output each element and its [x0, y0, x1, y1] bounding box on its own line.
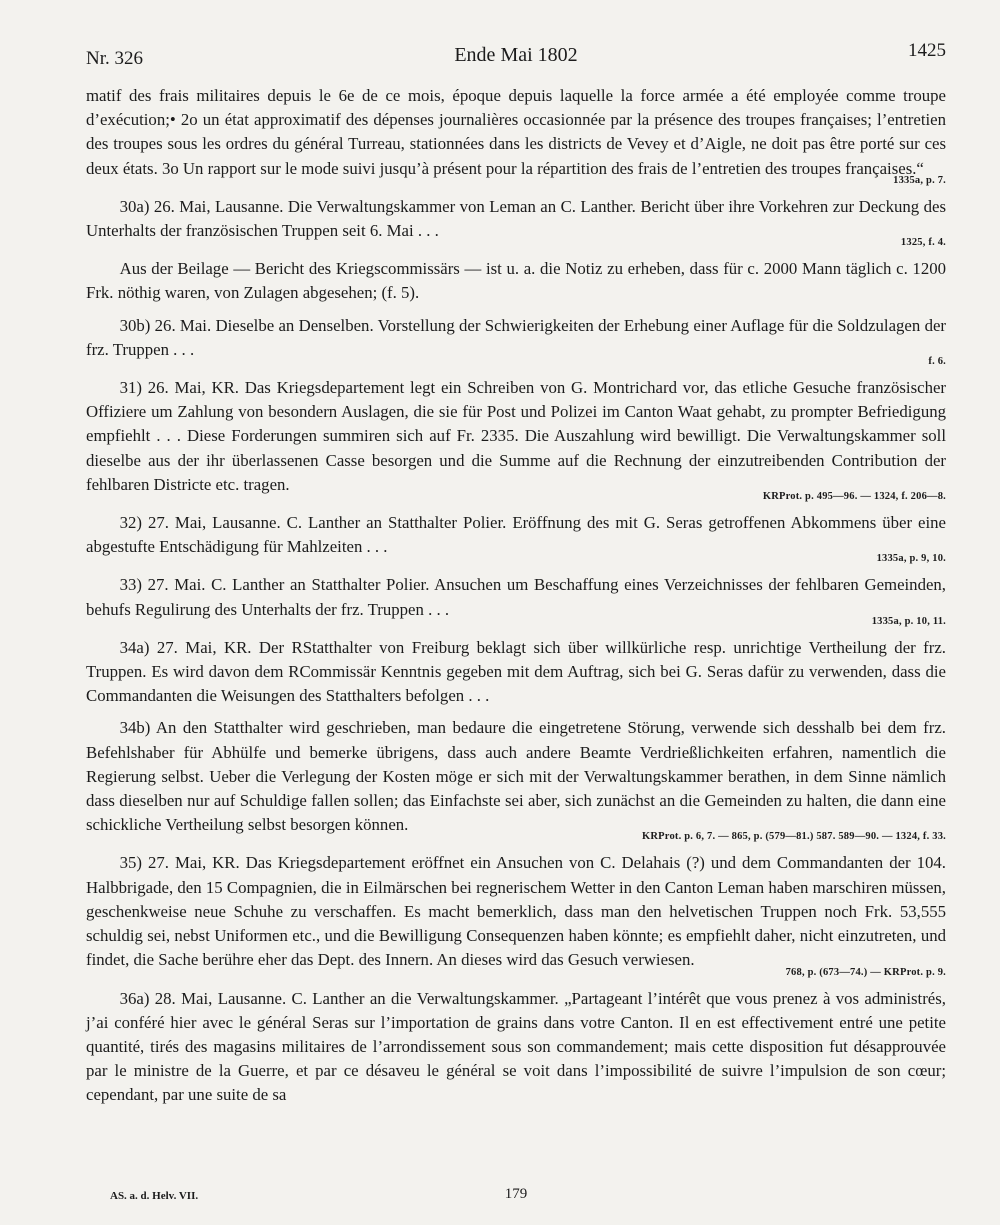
entry-text: 33) 27. Mai. C. Lanther an Statthalter Polier. Ansuchen um Beschaffung eines Verzeichnisses der fehlbaren Gemeinden, behufs Regulirung des Unterhalts der frz. Truppen . . . — [86, 575, 946, 619]
entry-30b — [86, 314, 946, 368]
entry-text: 30a) 26. Mai, Lausanne. Die Verwaltungskammer von Leman an C. Lanther. Bericht über ihre Vorkehren zur Deckung des Unterhalts der französischen Truppen seit 6. Mai . . . — [86, 196, 946, 241]
entry-reference: KRProt. p. 6, 7. — 865, p. (579—81.) 587. 589—90. — 1324, f. 33. — [642, 831, 946, 843]
header-date: Ende Mai 1802 — [454, 44, 578, 66]
entry-text: 35) 27. Mai, KR. Das Kriegsdepartement eröffnet ein Ansuchen von C. Delahais (?) und dem Commandanten der 104. Halbbrigade, den 15 Compagnien, die in Eilmärschen bei regnerischem Wetter in den Canton Leman haben marschiren müssen, geschenkweise neue Schuhe zu verschaffen. Es macht bemerklich, dass man den helvetischen Truppen noch Frk. 53,555 schuldig sei, nebst Uniformen etc., und die Bewilligung Consequenzen haben könnte; es empfiehlt daher, nicht einzutreten, und findet, die Sache berühre eher das Dept. des Innern. An dieses wird das Gesuch verwiesen. — [86, 853, 946, 970]
entry-reference: 1325, f. 4. — [900, 237, 946, 249]
entry-35 — [86, 851, 946, 978]
entry-reference: 1335a, p. 9, 10. — [876, 553, 946, 565]
entry-text: matif des frais militaires depuis le 6e de ce mois, époque depuis laquelle la force armée a été employée comme troupe d’exécution;• 2o un état approximatif des dépenses journalières occasionnée par la présence des troupes françaises; l’entretien des troupes sous les ordres du général Turreau, stationnées dans les districts de Vevey et d’Aigle, ne doit pas être porté sur ces deux états. 3o Un rapport sur le mode suivi jusqu’à présent pour la répartition des frais de l’entretien des troupes françaises.“ — [86, 86, 946, 178]
footer-page-number: 179 — [504, 1186, 528, 1202]
entry-reference: f. 6. — [928, 356, 946, 368]
entry-36a — [86, 987, 946, 1108]
entry-reference: 768, p. (673—74.) — KRProt. p. 9. — [785, 966, 946, 978]
entry-reference: 1335a, p. 7. — [893, 174, 946, 186]
document-number: Nr. 326 — [86, 48, 143, 69]
entry-continuation — [86, 84, 946, 187]
entry-text: 36a) 28. Mai, Lausanne. C. Lanther an die Verwaltungskammer. „Partageant l’intérêt que vous prenez à vos administrés, j’ai conféré hier avec le général Seras sur l’importation de grains dans votre Canton. Il en est effectivement entré une petite quantité, tirés des magasins militaires de l’arrondissement sous son commandement; mais cette disposition fut désapprouvée par le ministre de la Guerre, et par ce désaveu le général se voit dans l’impossibilité de suivre l’impulsion de son cœur; cependant, par une suite de sa — [86, 988, 946, 1105]
document-body — [86, 84, 946, 1108]
printer-signature: AS. a. d. Helv. VII. — [110, 1190, 199, 1202]
entry-reference: 1335a, p. 10, 11. — [871, 615, 946, 627]
entry-30a-beilage — [86, 257, 946, 305]
entry-33 — [86, 573, 946, 627]
entry-text: 34a) 27. Mai, KR. Der RStatthalter von Freiburg beklagt sich über willkürliche resp. unrichtige Vertheilung der frz. Truppen. Es wird davon dem RCommissär Kenntnis gegeben mit dem Auftrag, sich bei G. Seras dafür zu verwenden, dass die Commandanten die Weisungen des Statthalters befolgen . . . — [86, 637, 946, 706]
entry-text: 34b) An den Statthalter wird geschrieben, man bedaure die eingetretene Störung, verwende sich desshalb bei dem frz. Befehlshaber für Abhülfe und bemerke übrigens, dass auch andere Beamte Verdrießlichkeiten erfahren, namentlich die Regierung selbst. Ueber die Verlegung der Kosten möge er sich mit der Verwaltungskammer berathen, in dem Sinne nämlich dass dieselben nur auf Schuldige fallen sollen; das Einfachste sei aber, sich zunächst an die Gemeinden zu halten, die dann eine schickliche Vertheilung selbst besorgen können. — [86, 718, 946, 835]
entry-31 — [86, 376, 946, 503]
page — [86, 40, 946, 1116]
entry-reference: KRProt. p. 495—96. — 1324, f. 206—8. — [762, 491, 946, 503]
page-footer — [86, 1186, 946, 1208]
entry-text: Aus der Beilage — Bericht des Kriegscommissärs — ist u. a. die Notiz zu erheben, dass für c. 2000 Mann täglich c. 1200 Frk. nöthig waren, von Zulagen abgesehen; (f. 5). — [86, 259, 946, 303]
header-page-number: 1425 — [908, 40, 946, 61]
entry-32 — [86, 511, 946, 565]
entry-text: 31) 26. Mai, KR. Das Kriegsdepartement legt ein Schreiben von G. Montrichard vor, das etliche Gesuche französischer Offiziere um Zahlung von besondern Auslagen, die sie für Post und Polizei im Canton Waat gehabt, zu prompter Befriedigung empfiehlt . . . Diese Forderungen summiren sich auf Fr. 2335. Die Auszahlung wird bewilligt. Die Verwaltungskammer soll dieselbe aus der ihr überlassenen Casse besorgen und die Summe auf die Rechnung der einzutreibenden Contribution der fehlbaren Districte etc. tragen. — [86, 378, 946, 494]
entry-text: 32) 27. Mai, Lausanne. C. Lanther an Statthalter Polier. Eröffnung des mit G. Seras getroffenen Abkommens über eine abgestufte Entschädigung für Mahlzeiten . . . — [86, 513, 946, 557]
entry-30a — [86, 195, 946, 249]
entry-text: 30b) 26. Mai. Dieselbe an Denselben. Vorstellung der Schwierigkeiten der Erhebung einer Auflage für die Soldzulagen der frz. Truppen . . . — [86, 315, 946, 359]
running-header — [86, 40, 946, 84]
entry-34b — [86, 716, 946, 843]
entry-34a — [86, 636, 946, 709]
